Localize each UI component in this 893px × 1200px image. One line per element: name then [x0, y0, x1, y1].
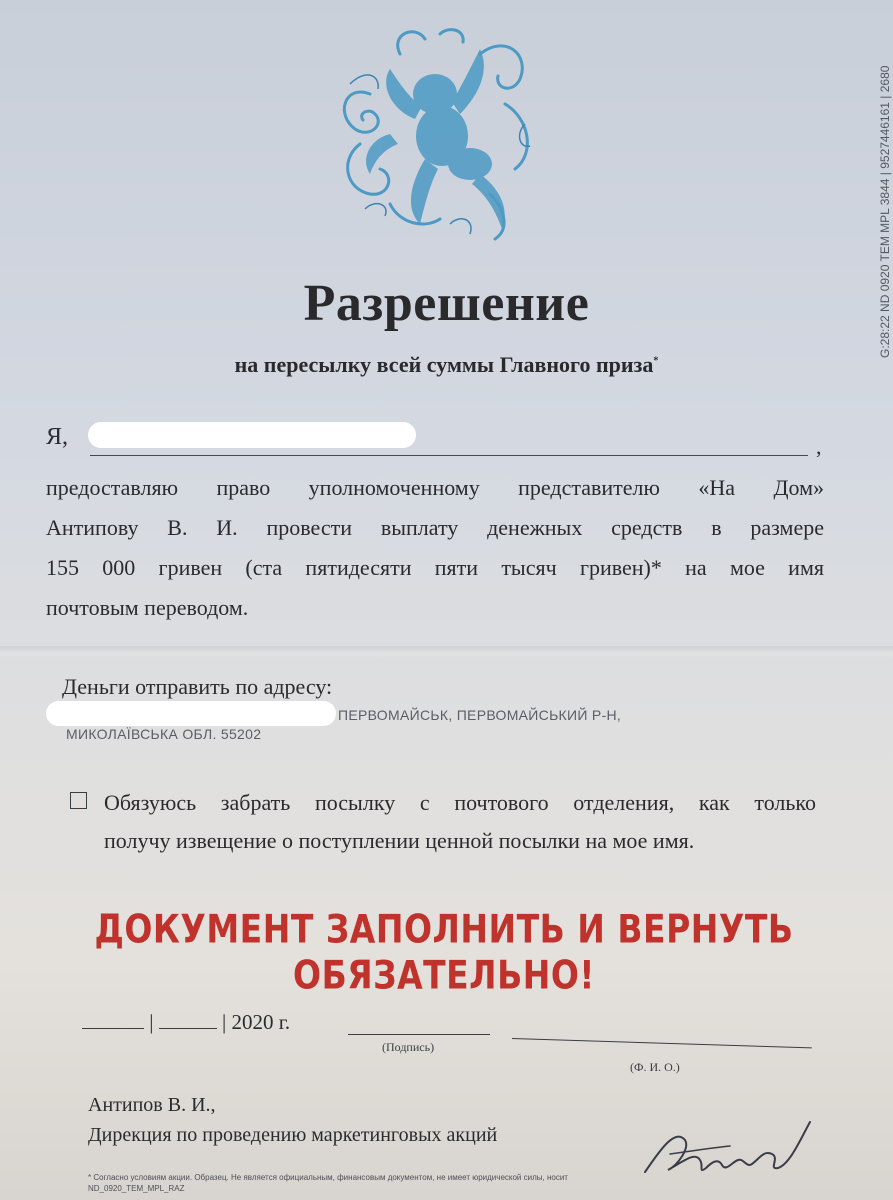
pledge-line-2: получу извещение о поступлении ценной посылки на мое имя. [104, 828, 695, 853]
date-year: 2020 г. [231, 1010, 291, 1034]
director-name: Антипов В. И., [88, 1094, 216, 1116]
month-blank[interactable] [159, 1028, 217, 1029]
cherub-logo [330, 24, 545, 244]
mandatory-return-stamp: ДОКУМЕНТ ЗАПОЛНИТЬ И ВЕРНУТЬ ОБЯЗАТЕЛЬНО! [94, 906, 794, 999]
pledge-checkbox[interactable] [70, 792, 87, 809]
address-line-2: МИКОЛАЇВСЬКА ОБЛ. 55202 [66, 726, 262, 742]
declaration-line-2: Антипову В. И. провести выплату денежных средств в размере [46, 515, 824, 540]
declaration-line-3: 155 000 гривен (ста пятидесяти пяти тысяч гривен)* на мое имя [46, 555, 824, 580]
pledge-line-1: Обязуюсь забрать посылку с почтового отделения, как только [104, 790, 816, 815]
document-title: Разрешение [303, 275, 590, 332]
full-name-caption: (Ф. И. О.) [630, 1060, 680, 1074]
footnote [88, 1172, 808, 1194]
footnote-line-2: ND_0920_TEM_MPL_RAZ [88, 1184, 185, 1193]
footnote-line-1: * Согласно условиям акции. Образец. Не является официальным, финансовым документом, не имеет юридической силы, носит [88, 1173, 568, 1182]
date-field [82, 1010, 290, 1035]
declaration-text [46, 468, 824, 628]
declaration-line-1: предоставляю право уполномоченному представителю «На Дом» [46, 475, 824, 500]
name-field-line [90, 455, 808, 456]
side-code-text: G:28:22 ND 0920 TEM MPL 3844 | 9527446161 | 2680 [878, 65, 892, 358]
document-subtitle [0, 352, 893, 378]
full-name-line[interactable] [512, 1038, 812, 1048]
redacted-address [46, 701, 336, 726]
signature-caption: (Подпись) [382, 1040, 435, 1054]
address-line-1: ПЕРВОМАЙСЬК, ПЕРВОМАЙСЬКИЙ Р-Н, [338, 707, 622, 723]
declaration-line-4: почтовым переводом. [46, 595, 249, 620]
subtitle-text: на пересылку всей суммы Главного приза [234, 352, 654, 377]
paper-fold [0, 646, 893, 660]
declaration-comma: , [816, 434, 822, 459]
date-separator-2: | [221, 1010, 227, 1034]
director-title: Дирекция по проведению маркетинговых акций [88, 1124, 498, 1146]
day-blank[interactable] [82, 1028, 144, 1029]
address-label: Деньги отправить по адресу: [62, 674, 333, 699]
subtitle-footnote-mark: * [653, 355, 659, 367]
declaration-prefix: Я, [46, 424, 69, 450]
redacted-name [88, 422, 416, 448]
date-separator-1: | [149, 1010, 154, 1034]
signature-line[interactable] [348, 1034, 490, 1035]
pledge-text [104, 784, 816, 860]
